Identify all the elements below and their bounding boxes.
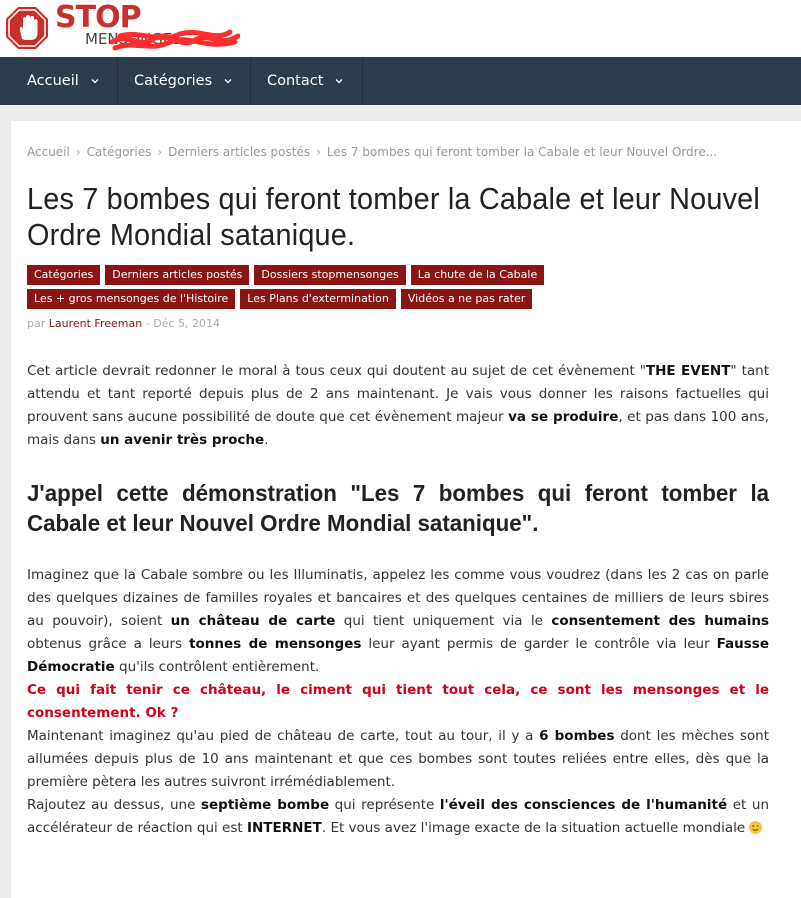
byline <box>27 317 769 330</box>
site-logo[interactable] <box>5 0 195 50</box>
text: " tant attendu et tant reporté depuis plus de 2 ans maintenant. Je vais vous donner les raisons factuelles qui prouvent sans aucune possibilité de doute que cet évènement majeur <box>27 363 770 425</box>
breadcrumb <box>27 145 769 159</box>
scribble-overlay <box>110 28 240 54</box>
text: qui tient uniquement via le <box>335 613 552 629</box>
text: Imaginez que la Cabale sombre ou les Illuminatis, appelez les comme vous voudrez (dans les 2 cas on parle des quelques dizaines de familles royales et bancaires et des quelques centaines de milliers de leurs sbires au pouvoir), soient <box>27 567 769 629</box>
article-paragraph <box>27 794 769 840</box>
breadcrumb-current: Les 7 bombes qui feront tomber la Cabale et leur Nouvel Ordre... <box>326 145 718 159</box>
chevron-down-icon <box>335 77 343 85</box>
site-header <box>0 0 801 57</box>
author-link[interactable]: Laurent Freeman <box>48 317 143 330</box>
bold-text: l'éveil des consciences de l'humanité <box>439 797 728 813</box>
nav-item-contact[interactable] <box>251 57 363 105</box>
breadcrumb-link[interactable]: Accueil <box>27 145 70 159</box>
text: . <box>264 432 269 448</box>
tag-link[interactable]: Derniers articles postés <box>105 265 249 285</box>
text: Maintenant imaginez qu'au pied de château de carte, tout au tour, il y a <box>27 728 540 744</box>
post-date: Déc 5, 2014 <box>153 317 220 330</box>
text: qui représente <box>329 797 440 813</box>
bold-text: Fausse Démocratie <box>27 636 769 675</box>
category-tags <box>27 265 587 309</box>
nav-item-accueil[interactable] <box>0 57 118 105</box>
text: Cet article devrait redonner le moral à tous ceux qui doutent au sujet de cet évènement " <box>27 363 646 379</box>
byline-prefix: par <box>27 317 46 330</box>
main-nav <box>0 57 801 105</box>
bold-text: consentement des humains <box>551 613 769 629</box>
text: qu'ils contrôlent entièrement. <box>114 659 320 675</box>
bold-text: un château de carte <box>170 613 336 629</box>
nav-item-label: Accueil <box>27 73 79 89</box>
text: leur ayant permis de garder le contrôle via leur <box>361 636 717 652</box>
logo-line2: MENSONGES <box>85 30 182 48</box>
bold-text: 6 bombes <box>539 728 615 744</box>
chevron-right-icon: › <box>157 145 163 159</box>
text: obtenus grâce a leurs <box>27 636 190 652</box>
chevron-right-icon: › <box>75 145 81 159</box>
article-paragraph <box>27 360 769 452</box>
text: , et pas dans 100 ans, mais dans <box>27 409 769 448</box>
tag-link[interactable]: Dossiers stopmensonges <box>254 265 405 285</box>
bold-text: INTERNET <box>246 820 322 836</box>
tag-link[interactable]: Vidéos a ne pas rater <box>401 289 532 309</box>
page-title: Les 7 bombes qui feront tomber la Cabale et leur Nouvel Ordre Mondial satanique. <box>27 181 760 252</box>
breadcrumb-link[interactable]: Derniers articles postés <box>168 145 311 159</box>
tag-link[interactable]: La chute de la Cabale <box>411 265 544 285</box>
chevron-down-icon <box>224 77 232 85</box>
tag-link[interactable]: Les + gros mensonges de l'Histoire <box>27 289 235 309</box>
highlight-paragraph: Ce qui fait tenir ce château, le ciment qui tient tout cela, ce sont les mensonges et le consentement. Ok ? <box>27 682 769 721</box>
tag-link[interactable]: Les Plans d'extermination <box>240 289 396 309</box>
stop-hand-icon <box>5 6 49 50</box>
text: dont les mèches sont allumées depuis plus de 10 ans maintenant et que ces bombes sont toutes reliées entre elles, dès que la première pètera les autres suivront irrémédiablement. <box>27 728 769 790</box>
bold-text: va se produire <box>508 409 619 425</box>
byline-separator: - <box>145 317 150 330</box>
bold-text: THE EVENT <box>645 363 731 379</box>
logo-line1: STOP <box>55 0 141 35</box>
bold-text: septième bombe <box>200 797 330 813</box>
chevron-right-icon: › <box>316 145 321 159</box>
bold-text: tonnes de mensonges <box>189 636 362 652</box>
article-paragraph <box>27 564 769 679</box>
text: . Et vous avez l'image exacte de la situation actuelle mondiale <box>321 820 746 836</box>
text: Rajoutez au dessus, une <box>27 797 201 813</box>
tag-link[interactable]: Catégories <box>27 265 100 285</box>
text: et un accélérateur de réaction qui est <box>27 797 770 836</box>
article-paragraph <box>27 725 769 794</box>
nav-item-label: Catégories <box>134 73 213 89</box>
logo-wordmark <box>55 0 195 50</box>
breadcrumb-link[interactable]: Catégories <box>86 145 152 159</box>
nav-item-categories[interactable] <box>118 57 251 105</box>
nav-item-label: Contact <box>267 73 324 89</box>
wink-emoji-icon <box>749 821 762 834</box>
bold-text: un avenir très proche <box>100 432 265 448</box>
section-heading: J'appel cette démonstration "Les 7 bombes qui feront tomber la Cabale et leur Nouvel Ordre Mondial satanique". <box>27 480 770 536</box>
article-body <box>27 360 769 840</box>
chevron-down-icon <box>91 77 99 85</box>
main-content <box>11 121 801 898</box>
